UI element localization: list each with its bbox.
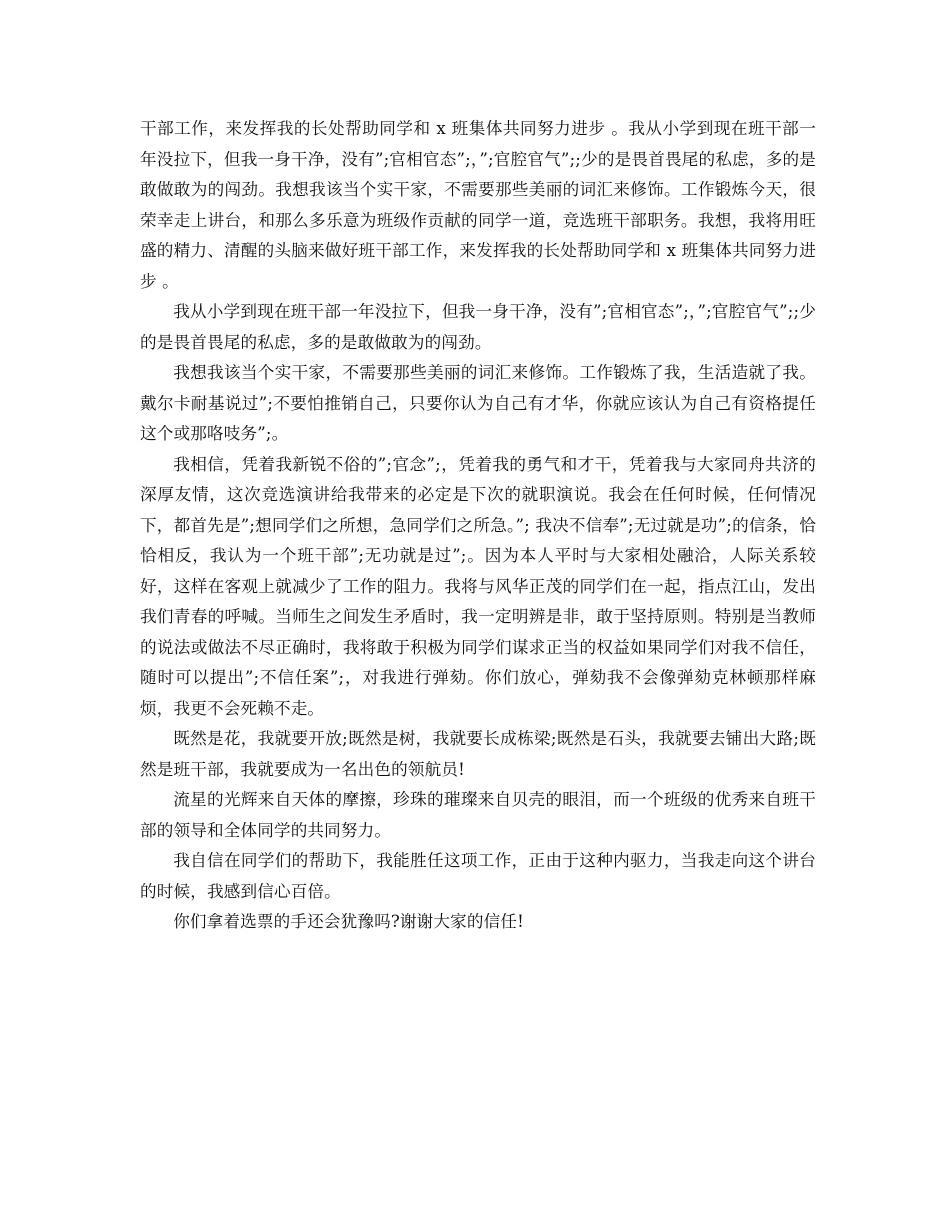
paragraph-4: 我相信，凭着我新锐不俗的”;官念”;，凭着我的勇气和才干，凭着我与大家同舟共济的深厚友情，这次竞选演讲给我带来的必定是下次的就职演说。我会在任何时候，任何情况下，都首先是”;想同学们之所想，急同学们之所急。”; 我决不信奉”;无过就是功”;的信条，恰恰相反，我认为一个班干部”;无功就是过”;。因为本人平时与大家相处融洽，人际关系较好，这样在客观上就减少了工作的阻力。我将与风华正茂的同学们在一起，指点江山，发出我们青春的呼喊。当师生之间发生矛盾时，我一定明辨是非，敢于坚持原则。特别是当教师的说法或做法不尽正确时，我将敢于积极为同学们谋求正当的权益如果同学们对我不信任，随时可以提出”;不信任案”;，对我进行弹劾。你们放心，弹劾我不会像弹劾克林顿那样麻烦，我更不会死赖不走。 [140, 454, 816, 718]
paragraph-1: 干部工作，来发挥我的长处帮助同学和 x 班集体共同努力进步 。我从小学到现在班干部一年没拉下，但我一身干净，没有”;官相官态”;，”;官腔官气”;;少的是畏首畏尾的私虑，多的是敢做敢为的闯劲。我想我该当个实干家，不需要那些美丽的词汇来修饰。工作锻炼今天，很荣幸走上讲台，和那么多乐意为班级作贡献的同学一道，竞选班干部职务。我想，我将用旺盛的精力、清醒的头脑来做好班干部工作，来发挥我的长处帮助同学和 x 班集体共同努力进步 。 [140, 119, 816, 291]
document-body [140, 114, 816, 938]
paragraph-2: 我从小学到现在班干部一年没拉下，但我一身干净，没有”;官相官态”;，”;官腔官气”;;少的是畏首畏尾的私虑，多的是敢做敢为的闯劲。 [140, 302, 816, 352]
paragraph-5: 既然是花，我就要开放;既然是树，我就要长成栋梁;既然是石头，我就要去铺出大路;既然是班干部，我就要成为一名出色的领航员! [140, 729, 816, 779]
paragraph-6: 流星的光辉来自天体的摩擦，珍珠的璀璨来自贝壳的眼泪，而一个班级的优秀来自班干部的领导和全体同学的共同努力。 [140, 790, 816, 840]
paragraph-7: 我自信在同学们的帮助下，我能胜任这项工作，正由于这种内驱力，当我走向这个讲台的时候，我感到信心百倍。 [140, 851, 816, 901]
paragraph-3: 我想我该当个实干家，不需要那些美丽的词汇来修饰。工作锻炼了我，生活造就了我。戴尔卡耐基说过”;不要怕推销自己，只要你认为自己有才华，你就应该认为自己有资格提任这个或那咯吱务”;。 [140, 363, 816, 443]
paragraph-8: 你们拿着选票的手还会犹豫吗?谢谢大家的信任! [173, 912, 524, 931]
